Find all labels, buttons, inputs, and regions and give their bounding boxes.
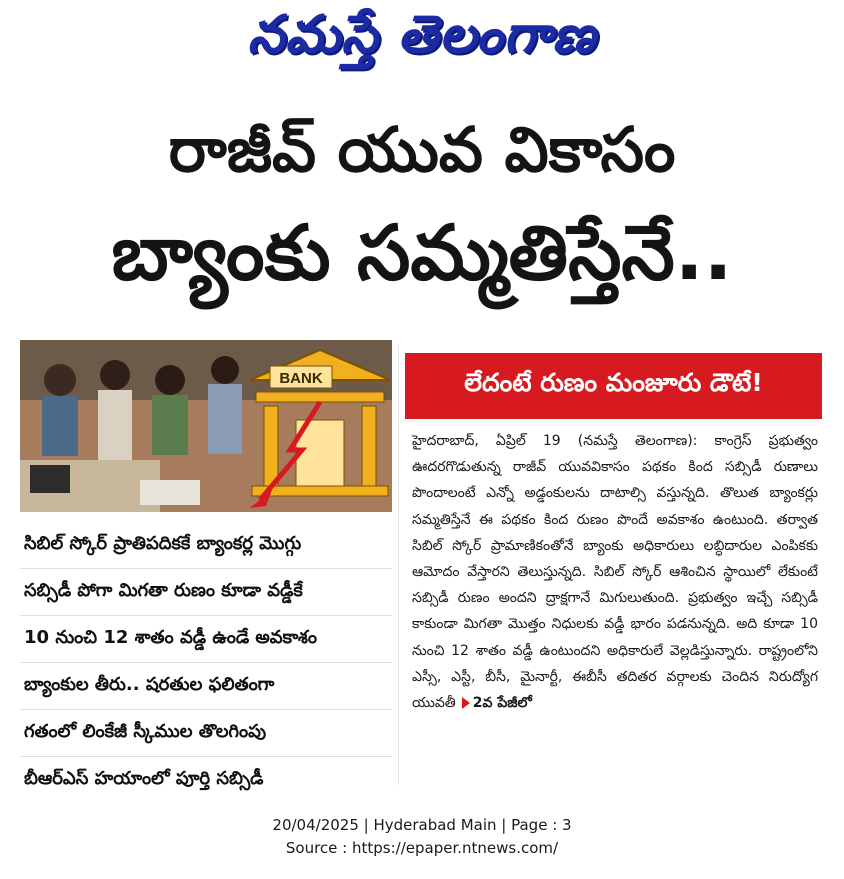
subheadline-banner <box>405 353 822 419</box>
highlight-item: గతంలో లింకేజీ స్కీముల తొలగింపు <box>20 709 392 756</box>
column-divider <box>398 345 399 785</box>
continued-on-page: 2వ పేజీలో <box>472 695 532 712</box>
subheadline-text: లేదంటే రుణం మంజూరు డౌటే! <box>464 368 763 397</box>
highlight-item: సబ్సిడీ పోగా మిగతా రుణం కూడా వడ్డీకే <box>20 568 392 615</box>
article-photo <box>20 340 392 512</box>
continue-arrow-icon <box>462 697 470 709</box>
article-body <box>412 428 818 716</box>
highlight-item: సిబిల్ స్కోర్ ప్రాతిపదికకే బ్యాంకర్ల మొగ్గు <box>24 532 302 554</box>
masthead <box>0 2 844 80</box>
highlights-list <box>20 522 392 803</box>
footer-date-edition: 20/04/2025 | Hyderabad Main | Page : 3 <box>272 816 572 834</box>
highlight-item: 10 నుంచి 12 శాతం వడ్డీ ఉండే అవకాశం <box>20 615 392 662</box>
footer-source: Source : https://epaper.ntnews.com/ <box>285 839 559 857</box>
highlight-item: బ్యాంకుల తీరు.. షరతుల ఫలితంగా <box>20 662 392 709</box>
article-body-text: హైదరాబాద్, ఏప్రిల్ 19 (నమస్తే తెలంగాణ): కాంగ్రెస్ ప్రభుత్వం ఊదరగొడుతున్న రాజీవ్ యువవికాసం పథకం కింద సబ్సిడీ రుణాలు పొందాలంటే ఎన్నో అడ్డంకులను దాటాల్సి వస్తున్నది. తొలుత బ్యాంకర్లు సమ్మతిస్తేనే ఈ పథకం కింద రుణం పొందే అవకాశం ఉంటుంది. తర్వాత సిబిల్ స్కోర్ ప్రామాణికంతోనే బ్యాంకు అధికారులు లబ్ధిదారుల ఎంపికకు ఆమోదం వేస్తారని తెలుస్తున్నది. సిబిల్ స్కోర్ ఆశించిన స్థాయిలో లేకుంటే సబ్సిడీ రుణం అందని ద్రాక్షగానే మిగులుతుంది. ప్రభుత్వం ఇచ్చే సబ్సిడీ కాకుండా మిగతా మొత్తం నిధులకు వడ్డీ భారం పడనున్నది. అది కూడా 10 నుంచి 12 శాతం వడ్డీ ఉంటుందని అధికారులే వెల్లడిస్తున్నారు. రాష్ట్రంలోని ఎస్సీ, ఎస్టీ, బీసీ, మైనార్టీ, ఈబీసీ తదితర వర్గాలకు చెందిన నిరుద్యోగ యువతీ <box>412 433 818 712</box>
headline-line-2: బ్యాంకు సమ్మతిస్తేనే.. <box>111 208 733 297</box>
newspaper-logo: నమస్తే తెలంగాణ <box>247 4 597 65</box>
headline-line-1: రాజీవ్ యువ వికాసం <box>168 113 676 186</box>
highlight-item: బీఆర్ఎస్ హయాంలో పూర్తి సబ్సిడీ <box>20 756 392 803</box>
bank-sign-text: BANK <box>279 370 323 387</box>
